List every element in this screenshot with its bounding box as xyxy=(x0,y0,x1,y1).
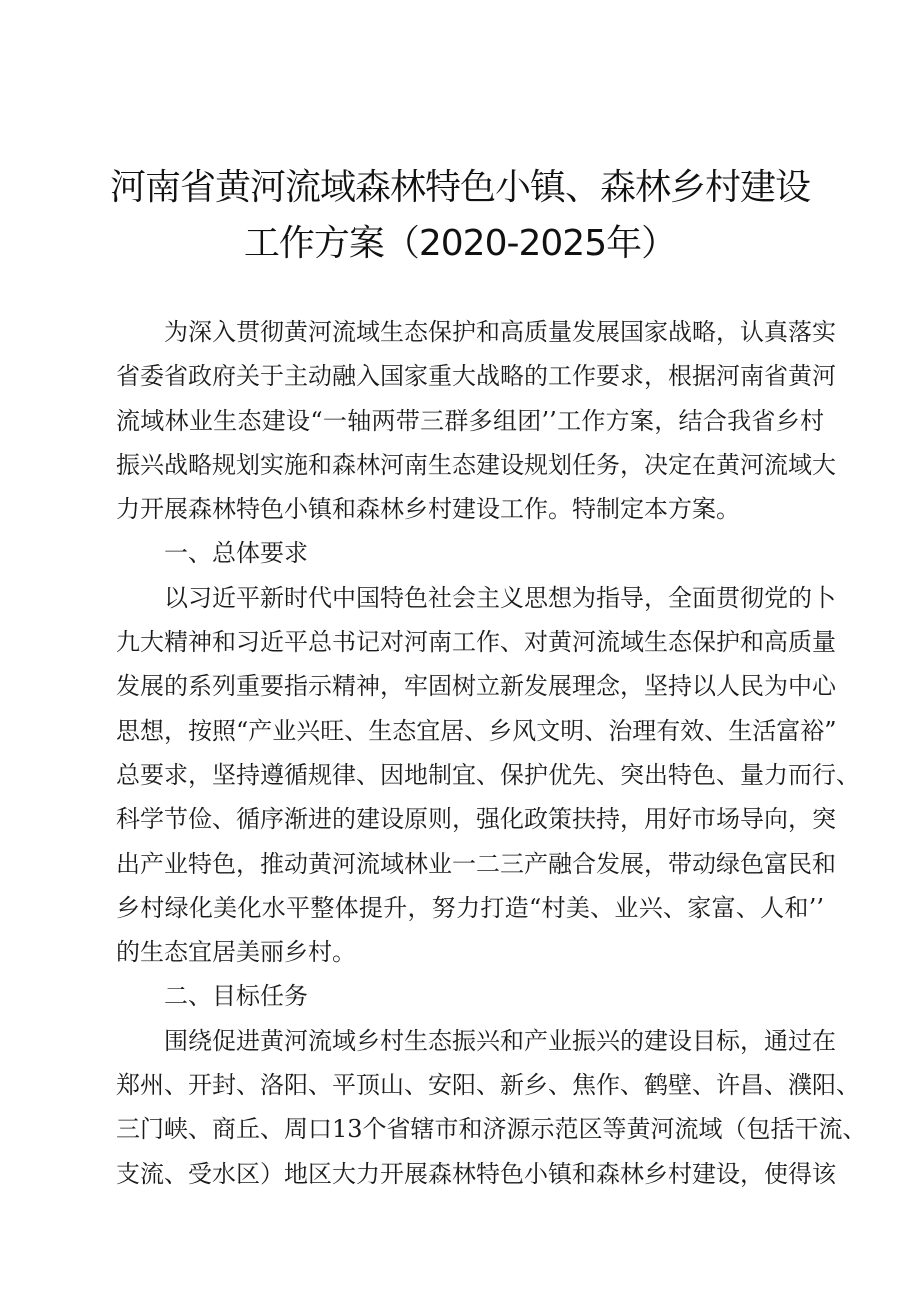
paragraph-line: 的生态宜居美丽乡村。 xyxy=(116,938,356,967)
document-title-line-1: 河南省黄河流域森林特色小镇、森林乡村建设 xyxy=(109,167,810,208)
paragraph-line: 出产业特色，推动黄河流域林业一二三产融合发展，带动绿色富民和 xyxy=(116,849,836,878)
paragraph-line: 支流、受水区）地区大力开展森林特色小镇和森林乡村建设，使得该 xyxy=(116,1159,836,1188)
paragraph-line: 发展的系列重要指示精神，牢固树立新发展理念，坚持以人民为中心 xyxy=(116,672,836,701)
paragraph-line: 以习近平新时代中国特色社会主义思想为指导，全面贯彻党的卜 xyxy=(164,583,836,612)
paragraph-line: 为深入贯彻黄河流域生态保护和高质量发展国家战略，认真落实 xyxy=(164,318,836,346)
paragraph-line: 乡村绿化美化水平整体提升，努力打造“村美、业兴、家富、人和’’ xyxy=(116,893,824,922)
paragraph-line: 振兴战略规划实施和森林河南生态建设规划任务，决定在黄河流域大 xyxy=(116,450,836,479)
paragraph-line: 省委省政府关于主动融入国家重大战略的工作要求，根据河南省黄河 xyxy=(116,362,836,391)
document-body xyxy=(116,310,867,1196)
paragraph-line: 三门峡、商丘、周口13个省辖市和济源示范区等黄河流域（包括干流、 xyxy=(116,1115,867,1144)
paragraph-line: 围绕促进黄河流域乡村生态振兴和产业振兴的建设目标，通过在 xyxy=(164,1026,836,1055)
section-heading-targets: 二、目标任务 xyxy=(164,982,308,1011)
paragraph-line: 流域林业生态建设“一轴两带三群多组团’’工作方案，结合我省乡村 xyxy=(116,406,824,435)
paragraph-line: 九大精神和习近平总书记对河南工作、对黄河流域生态保护和高质量 xyxy=(116,628,836,657)
paragraph-line: 力开展森林特色小镇和森林乡村建设工作。特制定本方案。 xyxy=(116,495,740,524)
document-title-line-2: 工作方案（2020-2025年） xyxy=(243,223,677,264)
section-heading-general-requirements: 一、总体要求 xyxy=(164,539,308,568)
paragraph-line: 思想，按照“产业兴旺、生态宜居、乡风文明、治理有效、生活富裕” xyxy=(116,716,837,745)
paragraph-line: 总要求，坚持遵循规律、因地制宜、保护优先、突出特色、量力而行、 xyxy=(116,760,860,789)
paragraph-line: 郑州、开封、洛阳、平顶山、安阳、新乡、焦作、鹤壁、许昌、濮阳、 xyxy=(116,1071,860,1100)
paragraph-line: 科学节俭、循序渐进的建设原则，强化政策扶持，用好市场导向，突 xyxy=(116,805,836,834)
